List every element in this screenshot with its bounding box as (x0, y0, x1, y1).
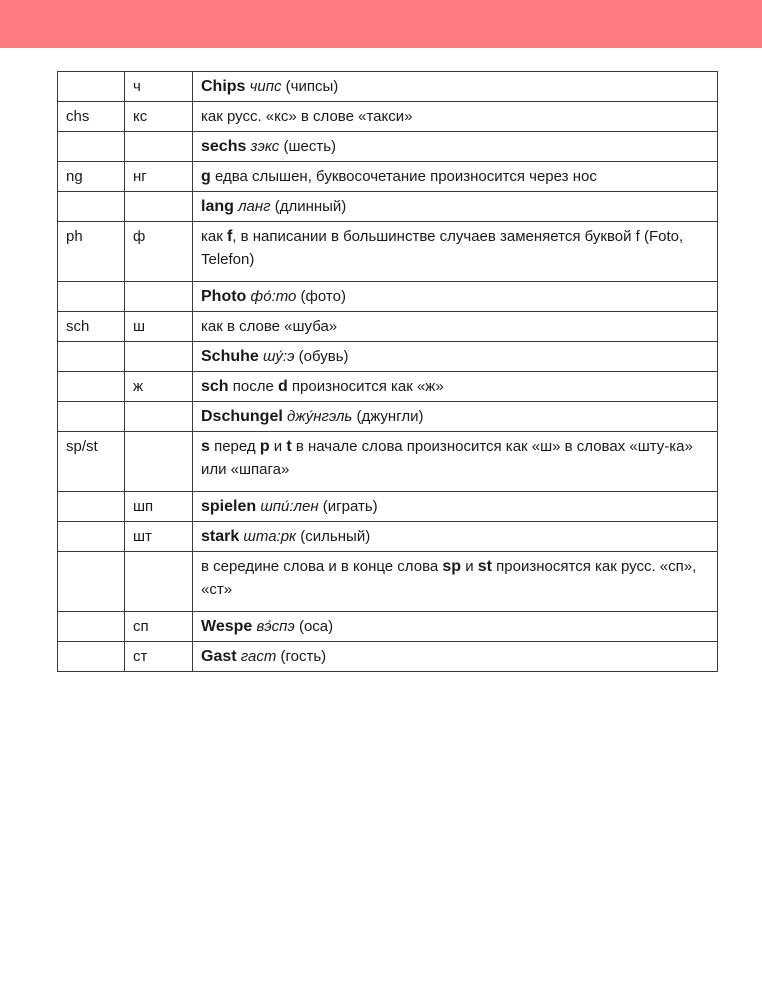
german-word: sechs (201, 138, 247, 155)
german-word: sch (201, 378, 229, 395)
description-text: (длинный) (270, 198, 347, 215)
description-text: (джунгли) (352, 408, 424, 425)
letter-combination-cell: chs (58, 102, 125, 132)
transcription: вэ́спэ (256, 618, 295, 635)
russian-sound-cell (125, 342, 193, 372)
german-word: Dschungel (201, 408, 283, 425)
description-text: (сильный) (296, 528, 371, 545)
description-text: едва слышен, буквосочетание произносится через нос (210, 168, 597, 185)
russian-sound-cell: ст (125, 642, 193, 672)
german-word: p (259, 438, 270, 455)
header-band (0, 0, 762, 48)
table-row (58, 372, 718, 402)
description-text: как русс. «кс» в слове «такси» (201, 108, 413, 125)
german-word: d (277, 378, 288, 395)
russian-sound-cell: ш (125, 312, 193, 342)
rule-example-cell (193, 552, 718, 612)
letter-combination-cell (58, 552, 125, 612)
letter-combination-cell: sp/st (58, 432, 125, 492)
rule-example-cell (193, 612, 718, 642)
russian-sound-cell: шп (125, 492, 193, 522)
rule-example-cell (193, 492, 718, 522)
russian-sound-cell: ф (125, 222, 193, 282)
russian-sound-cell: шт (125, 522, 193, 552)
russian-sound-cell: нг (125, 162, 193, 192)
table-row (58, 642, 718, 672)
table-row (58, 552, 718, 612)
rule-example-cell (193, 222, 718, 282)
german-word: Wespe (201, 618, 253, 635)
description-text: после (228, 378, 278, 395)
description-text: перед (209, 438, 260, 455)
table-row (58, 132, 718, 162)
letter-combination-cell (58, 522, 125, 552)
description-text: произносятся как русс. «сп», «ст» (201, 558, 697, 598)
russian-sound-cell (125, 192, 193, 222)
description-text: (играть) (318, 498, 378, 515)
description-text: в начале слова произносится как «ш» в словах «шту-ка» или «шпага» (201, 438, 693, 478)
table-row (58, 522, 718, 552)
description-text: , в написании в большинстве случаев заменяется буквой f (Foto, Telefon) (201, 228, 684, 268)
transcription: джу́нгэль (286, 408, 353, 425)
rule-example-cell (193, 432, 718, 492)
rule-example-cell (193, 132, 718, 162)
rule-example-cell (193, 282, 718, 312)
german-word: stark (201, 528, 240, 545)
transcription: шу́:э (262, 348, 295, 365)
rule-example-cell (193, 402, 718, 432)
letter-combination-cell: sch (58, 312, 125, 342)
rule-example-cell (193, 162, 718, 192)
letter-combination-cell (58, 612, 125, 642)
description-text: (чипсы) (281, 78, 339, 95)
letter-combination-cell (58, 72, 125, 102)
rule-example-cell (193, 72, 718, 102)
table-row (58, 312, 718, 342)
russian-sound-cell (125, 132, 193, 162)
letter-combination-cell (58, 402, 125, 432)
rule-example-cell (193, 192, 718, 222)
letter-combination-cell (58, 492, 125, 522)
russian-sound-cell (125, 282, 193, 312)
description-text: произносится как «ж» (287, 378, 444, 395)
german-word: Chips (201, 78, 246, 95)
russian-sound-cell: ж (125, 372, 193, 402)
german-word: Gast (201, 648, 237, 665)
rule-example-cell (193, 102, 718, 132)
transcription: зэкс (250, 138, 280, 155)
transcription: гаст (240, 648, 277, 665)
transcription: шта:рк (243, 528, 297, 545)
table-row (58, 492, 718, 522)
table-row (58, 72, 718, 102)
description-text: (шесть) (279, 138, 337, 155)
rule-example-cell (193, 372, 718, 402)
german-word: spielen (201, 498, 257, 515)
german-word: t (286, 438, 292, 455)
table-row (58, 342, 718, 372)
rule-example-cell (193, 522, 718, 552)
letter-combination-cell: ng (58, 162, 125, 192)
table-body (58, 72, 718, 672)
russian-sound-cell: сп (125, 612, 193, 642)
table-row (58, 192, 718, 222)
transcription: чипс (249, 78, 282, 95)
german-word: sp (442, 558, 462, 575)
letter-combination-cell (58, 372, 125, 402)
table-row (58, 222, 718, 282)
table-row (58, 402, 718, 432)
letter-combination-cell (58, 192, 125, 222)
german-word: lang (201, 198, 234, 215)
transcription: шпи́:лен (260, 498, 319, 515)
rule-example-cell (193, 642, 718, 672)
rule-example-cell (193, 312, 718, 342)
transcription: ланг (238, 198, 271, 215)
table-row (58, 612, 718, 642)
german-word: Photo (201, 288, 247, 305)
description-text: (оса) (294, 618, 334, 635)
description-text: как (201, 228, 227, 245)
description-text: и (269, 438, 287, 455)
russian-sound-cell (125, 402, 193, 432)
table-row (58, 282, 718, 312)
german-word: f (226, 228, 233, 245)
russian-sound-cell (125, 432, 193, 492)
letter-combination-cell: ph (58, 222, 125, 282)
letter-combination-cell (58, 342, 125, 372)
description-text: (фото) (296, 288, 346, 305)
german-word: Schuhe (201, 348, 259, 365)
german-word: s (201, 438, 210, 455)
description-text: в середине слова и в конце слова (201, 558, 443, 575)
description-text: (обувь) (294, 348, 349, 365)
russian-sound-cell (125, 552, 193, 612)
description-text: как в слове «шуба» (201, 318, 338, 335)
letter-combination-cell (58, 642, 125, 672)
russian-sound-cell: кс (125, 102, 193, 132)
table-row (58, 102, 718, 132)
pronunciation-table (57, 71, 718, 672)
letter-combination-cell (58, 132, 125, 162)
transcription: фо́:то (250, 288, 297, 305)
german-word: st (477, 558, 493, 575)
table-row (58, 432, 718, 492)
table-row (58, 162, 718, 192)
letter-combination-cell (58, 282, 125, 312)
german-word: g (201, 168, 211, 185)
description-text: (гость) (276, 648, 327, 665)
rule-example-cell (193, 342, 718, 372)
description-text: и (461, 558, 478, 575)
russian-sound-cell: ч (125, 72, 193, 102)
